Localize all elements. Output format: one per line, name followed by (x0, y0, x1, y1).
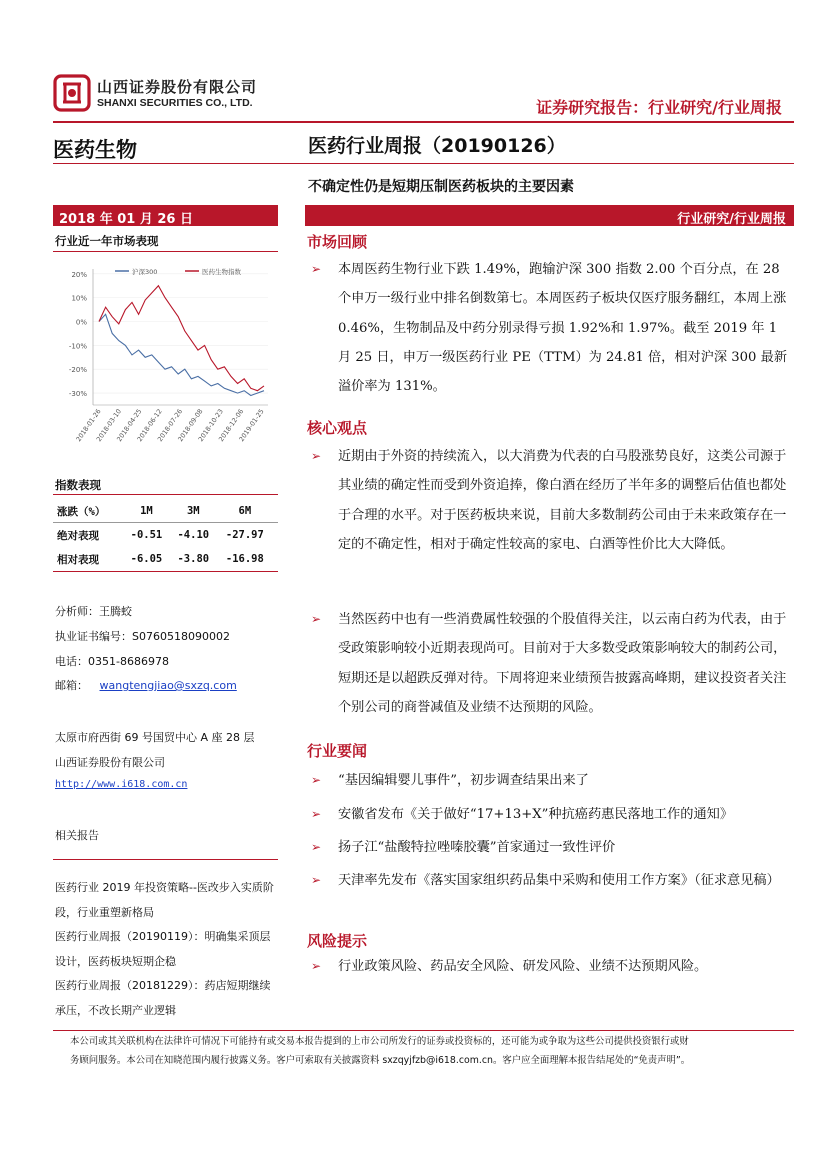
paragraph-text: 当然医药中也有一些消费属性较强的个股值得关注，以云南白药为代表，由于受政策影响较小近期表现尚可。目前对于大多数受政策影响较大的制药公司，短期还是以超跌反弹对待。下周将迎来业绩预告披露高峰期，建议投资者关注个别公司的商誉减值及业绩不达预期的风险。 (338, 612, 787, 715)
series-line-1 (99, 286, 264, 391)
market-performance-chart (53, 255, 278, 470)
bullet-icon: ➢ (311, 262, 322, 276)
footer-divider (53, 1030, 794, 1031)
section-heading-risk: 风险提示 (307, 932, 368, 950)
news-item (311, 833, 788, 862)
news-item-text: “基因编辑婴儿事件”，初步调查结果出来了 (338, 773, 589, 788)
bullet-icon: ➢ (311, 449, 322, 463)
title-divider (53, 163, 794, 164)
bullet-icon: ➢ (311, 612, 322, 626)
analyst-phone: 电话：0351-8686978 (55, 655, 169, 668)
report-subtitle: 不确定性仍是短期压制医药板块的主要因素 (308, 179, 574, 195)
chart-top-rule (53, 251, 278, 252)
bullet-icon: ➢ (311, 840, 322, 854)
legend-label: 沪深300 (132, 268, 158, 276)
table-cell: -4.10 (177, 529, 210, 541)
analyst-name: 分析师：王腾蛟 (55, 605, 132, 618)
legend-label: 医药生物指数 (202, 268, 241, 276)
table-cell: -0.51 (130, 529, 163, 541)
x-tick-label: 2018-09-08 (176, 407, 205, 444)
index-table-title: 指数表现 (55, 478, 101, 492)
related-report-item[interactable]: 医药行业周报（20181229）：药店短期继续承压，不改长期产业逻辑 (55, 979, 271, 1017)
x-tick-label: 2018-12-06 (217, 407, 246, 444)
table-header-row (57, 499, 273, 523)
table-top-rule (53, 494, 278, 495)
date-bar (53, 205, 278, 226)
company-logo (53, 74, 91, 112)
email-label: 邮箱： (55, 679, 88, 692)
news-item (311, 800, 788, 829)
index-table (57, 499, 273, 571)
footer-line: 本公司或其关联机构在法律许可情况下可能持有或交易本报告提到的上市公司所发行的证券或投资标的，还可能为或争取为这些公司提供投资银行或财 (70, 1036, 689, 1047)
company-name-cn: 山西证券股份有限公司 (97, 78, 258, 96)
table-row (57, 547, 273, 571)
bullet-icon: ➢ (311, 773, 322, 787)
y-tick-label: 20% (71, 270, 87, 279)
y-tick-label: 10% (71, 294, 87, 303)
x-tick-label: 2018-07-26 (155, 407, 185, 444)
report-type: 证券研究报告：行业研究/行业周报 (536, 98, 782, 117)
chart-title: 行业近一年市场表现 (55, 234, 159, 248)
news-item-text: 扬子江“盐酸特拉唑嗪胶囊”首家通过一致性评价 (338, 840, 616, 855)
table-header-cell: 1M (140, 505, 153, 517)
report-category: 行业研究/行业周报 (677, 212, 786, 227)
table-header-cell: 6M (238, 505, 252, 517)
related-rule (53, 859, 278, 860)
news-item-text: 安徽省发布《关于做好“17+13+X”种抗癌药惠民落地工作的通知》 (338, 807, 734, 822)
table-row (57, 523, 273, 547)
report-title: 医药行业周报（20190126） (308, 135, 566, 157)
bullet-icon: ➢ (311, 873, 322, 887)
footer-disclaimer (70, 1032, 790, 1070)
table-cell: -6.05 (130, 553, 163, 565)
x-tick-label: 2018-06-12 (135, 407, 164, 444)
related-reports-title: 相关报告 (55, 829, 99, 842)
table-cell: -16.98 (225, 553, 264, 565)
x-tick-label: 2018-04-25 (115, 407, 144, 444)
company-name-en: SHANXI SECURITIES CO., LTD. (97, 97, 253, 109)
market-review-paragraph (311, 255, 788, 401)
bullet-icon: ➢ (311, 959, 322, 973)
risk-item-text: 行业政策风险、药品安全风险、研发风险、业绩不达预期风险。 (338, 959, 708, 974)
analyst-email-row (55, 677, 237, 693)
report-date: 2018 年 01 月 26 日 (59, 212, 193, 227)
company-name: 山西证券股份有限公司 (55, 756, 165, 769)
y-tick-label: -20% (68, 366, 87, 375)
x-tick-label: 2018-03-10 (94, 407, 124, 444)
table-cell: 相对表现 (57, 553, 99, 566)
x-tick-label: 2018-10-23 (196, 407, 225, 444)
table-rule (53, 522, 278, 523)
paragraph-text: 近期由于外资的持续流入，以大消费为代表的白马股涨势良好，这类公司源于其业绩的确定性而受到外资追捧，像白酒在经历了半年多的调整后估值也都处于合理的水平。对于医药板块来说，目前大多数制药公司由于未来政策存在一定的不确定性，相对于确定性较高的家电、白酒等性价比大大降低。 (338, 449, 787, 552)
section-heading-core-view: 核心观点 (307, 419, 368, 437)
y-tick-label: -30% (68, 390, 87, 399)
header-divider (53, 121, 794, 123)
risk-item (311, 952, 788, 981)
category-bar (305, 205, 794, 226)
news-item (311, 766, 788, 795)
sector-label: 医药生物 (53, 138, 137, 162)
related-report-item[interactable]: 医药行业周报（20190119）：明确集采顶层设计，医药板块短期企稳 (55, 930, 271, 968)
news-item-text: 天津率先发布《落实国家组织药品集中采购和使用工作方案》（征求意见稿） (338, 873, 780, 888)
table-bottom-rule (53, 571, 278, 572)
x-tick-label: 2018-01-26 (74, 407, 103, 444)
table-cell: 绝对表现 (57, 529, 99, 542)
series-line-0 (99, 314, 264, 395)
table-header-cell: 3M (186, 505, 200, 517)
table-cell: -3.80 (177, 553, 210, 565)
paragraph-text: 本周医药生物行业下跌 1.49%，跑输沪深 300 指数 2.00 个百分点，在 28 个申万一级行业中排名倒数第七。本周医药子板块仅医疗服务翻红，本周上涨 0.46%，生物制品及中药分别录得亏损 1.92%和 1.97%。截至 2019 年 1 月 25 日，申万一级医药行业 PE（TTM）为 24.81 倍，相对沪深 300 最新溢价率为 131%。 (338, 262, 788, 395)
table-cell: -27.97 (225, 529, 264, 541)
y-tick-label: 0% (75, 318, 87, 327)
x-tick-label: 2019-01-25 (237, 407, 266, 444)
y-tick-label: -10% (68, 342, 87, 351)
company-website-link[interactable]: http://www.i618.com.cn (55, 779, 188, 790)
core-view-paragraph (311, 442, 788, 559)
related-report-item[interactable]: 医药行业 2019 年投资策略--医改步入实质阶段，行业重塑新格局 (55, 881, 274, 919)
section-heading-market-review: 市场回顾 (307, 233, 368, 251)
core-view-paragraph (311, 605, 788, 722)
company-address: 太原市府西街 69 号国贸中心 A 座 28 层 (55, 731, 255, 744)
analyst-cert: 执业证书编号：S0760518090002 (55, 630, 230, 643)
analyst-email-link[interactable]: wangtengjiao@sxzq.com (99, 679, 237, 692)
footer-line: 务顾问服务。本公司在知晓范围内履行披露义务。客户可索取有关披露资料 sxzqyjfzb@i618.com.cn。客户应全面理解本报告结尾处的“免责声明”。 (70, 1055, 691, 1066)
table-header-cell: 涨跌（%） (57, 505, 106, 518)
bullet-icon: ➢ (311, 807, 322, 821)
section-heading-industry-news: 行业要闻 (307, 742, 368, 760)
news-item (311, 866, 788, 895)
